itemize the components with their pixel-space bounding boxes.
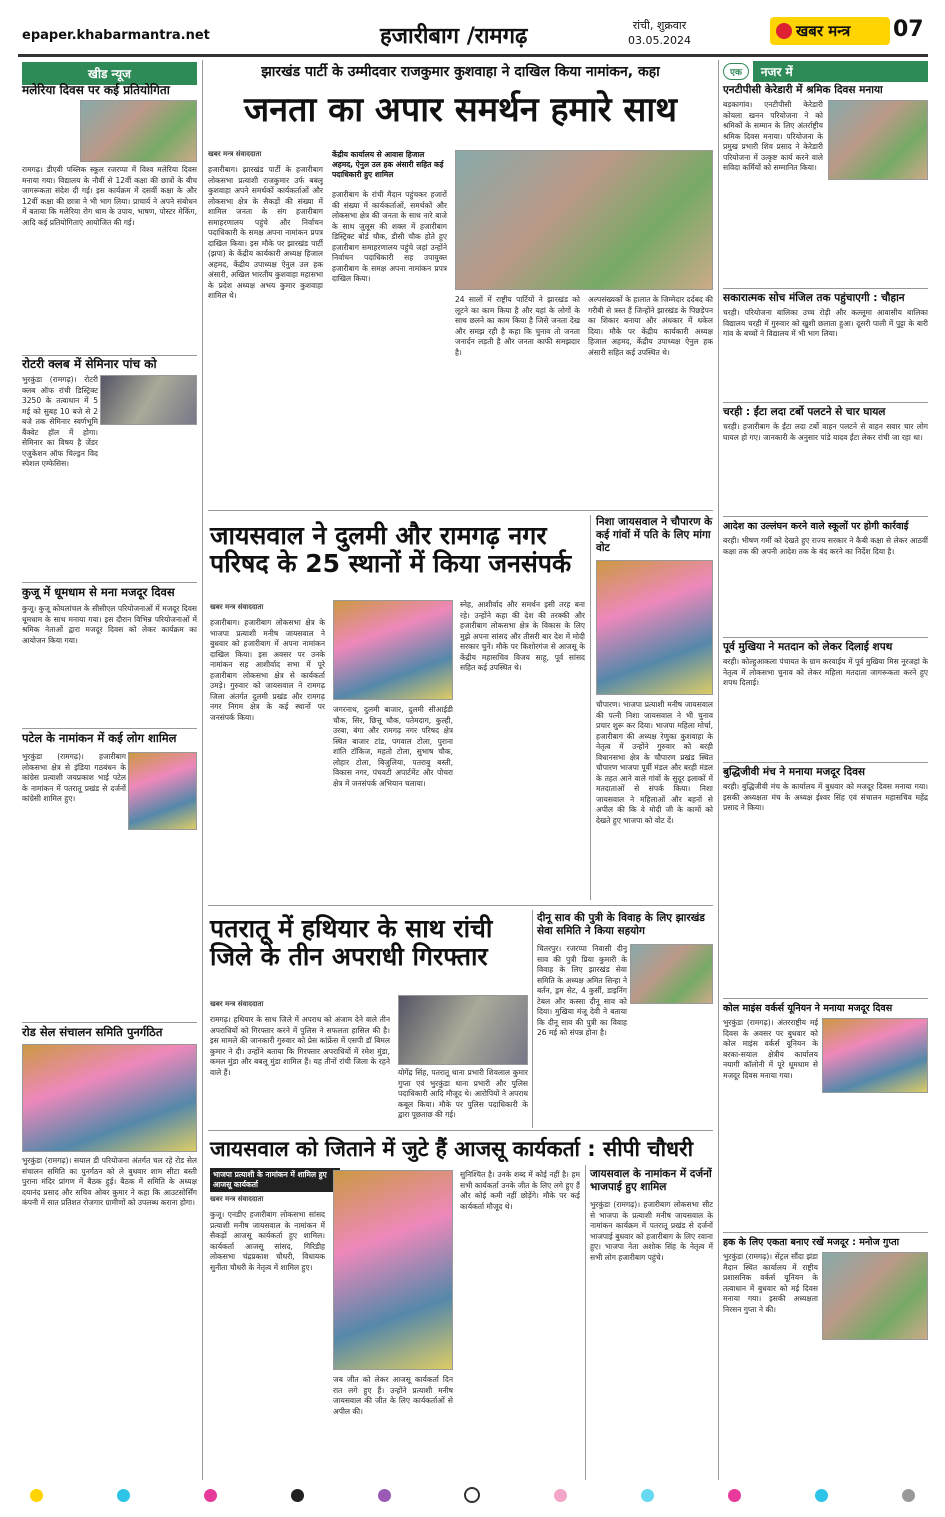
story-roadsale-headline: रोड सेल संचालन समिति पुनर्गठित xyxy=(22,1025,163,1039)
divider xyxy=(723,762,928,763)
story-manoj-body-cont xyxy=(723,1345,928,1480)
divider xyxy=(723,516,928,517)
story-buddhijivi-body: बरही। बुद्धिजीवी मंच के कार्यालय में बुधवार को मजदूर दिवस मनाया गया। इसकी अध्यक्षता मंच के अध्यक्ष ईश्वर सिंह एवं संचालन महासचिव महेंद्र प्रसाद ने किया। xyxy=(723,782,928,812)
story-cp-col2: जब जीत को लेकर आजसू कार्यकर्ता दिन रात लगे हुए हैं। उन्होंने प्रत्याशी मनीष जायसवाल की जीत के लिए कार्यकर्ताओं से अपील की। xyxy=(333,1375,453,1416)
story-rotary-headline: रोटरी क्लब में सेमिनार पांच को xyxy=(22,357,157,371)
divider xyxy=(723,637,928,638)
story-pataratu-byline: खबर मन्त्र संवाददाता xyxy=(210,1000,264,1008)
column-divider xyxy=(532,910,533,1128)
story-chauhan-headline: सकारात्मक सोच मंजिल तक पहुंचाएगी : चौहान xyxy=(723,292,905,304)
divider xyxy=(22,355,197,356)
story-coalunion-body: भुरकुंडा (रामगढ़)। अंतरराष्ट्रीय मई दिवस के अवसर पर बुधवार को कोल माइंस वर्कर्स यूनियन के बरका-सयाल क्षेत्रीय कार्यालय नयागी कॉलोनी में पूरे धूमधाम से मजदूर दिवस मनाया गया। xyxy=(723,1018,818,1080)
story-coalunion-headline: कोल माइंस वर्कर्स यूनियन ने मनाया मजदूर दिवस xyxy=(723,1003,893,1014)
divider xyxy=(208,905,713,906)
divider xyxy=(723,288,928,289)
story-chauhan-body: चरही। परियोजना बालिका उच्च रोड़ी और कल्लूमा आवासीय बालिका विद्यालय चरही में गुरुवार को खुशी छलाता हुआ। दूसरी पाली में पुट्टा के बारी गांव के बच्चों ने विद्यालय में भी भाग लिया। xyxy=(723,308,928,338)
logo-text: खबर मन्त्र xyxy=(796,22,851,40)
color-dot xyxy=(554,1489,567,1502)
story-manoj-body: भुरकुंडा (रामगढ़)। सेंट्रल सौंदा झंडा मैदान स्थित कार्यालय में राष्ट्रीय प्रशासनिक वर्कर्स यूनियन के तत्वाधान में बुधवार को मई दिवस मनाया गया। इसकी अध्यक्षता निरसन गुप्ता ने की। xyxy=(723,1252,818,1314)
story-dinu-photo xyxy=(630,944,713,1004)
divider xyxy=(22,582,197,583)
story-cp-photo xyxy=(333,1170,453,1370)
logo-mark-icon xyxy=(776,23,792,39)
story-pataratu-col2: योगेंद्र सिंह, पतरातू थाना प्रभारी शिवलाल कुमार गुप्ता एवं भुरकुंडा थाना प्रभारी और पुलिस पदाधिकारी आदि मौजूद थे। आरोपियों ने अपराध कबूल किया। मौके पर पुलिस पदाधिकारी के द्वारा पूछताछ की गई। xyxy=(398,1068,528,1119)
story-pataratu-photo xyxy=(398,995,528,1065)
story-malaria-photo xyxy=(80,100,197,162)
color-dot xyxy=(728,1489,741,1502)
story-ntpc-body: बड़कागांव। एनटीपीसी केरेडारी कोयला खनन परियोजना ने को श्रमिकों के सम्मान के लिए अंतर्राष्ट्रीय श्रमिक दिवस मनाया। परियोजना के प्रमुख प्रभारी शिव प्रसाद ने केरेडारी परियोजना में उत्कृष्ट कार्य करने वाले सविदा कर्मियों को सम्मानित किया। xyxy=(723,100,823,172)
story-jaiswal-byline: खबर मन्त्र संवाददाता xyxy=(210,603,264,611)
registration-target-icon xyxy=(464,1487,480,1503)
story-buddhijivi-headline: बुद्धिजीवी मंच ने मनाया मजदूर दिवस xyxy=(723,766,866,778)
story-cp-kicker: भाजपा प्रत्याशी के नामांकन में शामिल हुए आजसू कार्यकर्ता xyxy=(210,1168,340,1192)
story-dargon-headline: जायसवाल के नामांकन में दर्जनों भाजपाई हुए शामिल xyxy=(590,1168,712,1193)
page-number: 07 xyxy=(893,17,924,42)
city-day: रांची, शुक्रवार xyxy=(632,19,687,32)
color-dot xyxy=(117,1489,130,1502)
issue-date: 03.05.2024 xyxy=(628,34,691,47)
dateline xyxy=(628,18,691,48)
story-manoj-headline: हक के लिए एकता बनाए रखें मजदूर : मनोज गुप्ता xyxy=(723,1237,900,1248)
story-pataratu-col1: रामगढ़। हथियार के साथ जिले में अपराध को अंजाम देने वाले तीन अपराधियों को गिरफ्तार करने में पुलिस ने सफलता हासिल की है। इस मामले की जानकारी गुरुवार को प्रेस कांफ्रेंस में एसपी डॉ बिमल कुमार ने दी। उन्होंने बताया कि गिरफ्तार अपराधियों में रमेश मुंडा, कमल मुंडा और बबलू मुंडा शामिल हैं। यह तीनों रांची जिला के रहने वाले हैं। xyxy=(210,1015,390,1077)
top-story-col2-kicker: केंद्रीय कार्यालय से आवास हिजाल अहमद, ऐनुल उल हक अंसारी सहित कई पदाधिकारी हुए शामिल xyxy=(332,150,444,179)
column-divider xyxy=(202,60,203,1480)
top-story-col3: 24 सालों में राष्ट्रीय पार्टियों ने झारखंड को लूटने का काम किया है और यहां के लोगों के साथ छलने का काम किया है जिसे जनता देख और समझ रही है कहा कि चुनाव तो जनता जनार्दन लड़ती है और जनता काफी समझदार है। xyxy=(455,295,580,357)
column-divider xyxy=(590,515,591,900)
color-dot xyxy=(204,1489,217,1502)
divider xyxy=(723,1232,928,1233)
divider xyxy=(723,402,928,403)
story-rotary-body-cont xyxy=(100,428,197,575)
story-patel-body: भुरकुंडा (रामगढ़)। हजारीबाग लोकसभा क्षेत्र से इंडिया गठबंधन के कांग्रेस प्रत्याशी जयप्रकाश भाई पटेल के नामांकन में पतरातू प्रखंड से दर्जनों कांग्रेसी शामिल हुए। xyxy=(22,752,126,803)
story-charhi-body: चरही। हजारीबाग के ईंटा लदा टर्बो वाहन पलटने से वाहन सवार चार लोग घायल हो गए। जानकारी के अनुसार पांडे यादव ईंटा लेकर रांची जा रहा था। xyxy=(723,422,928,442)
story-jaiswal-col1: हजारीबाग। हजारीबाग लोकसभा क्षेत्र के भाजपा प्रत्याशी मनीष जायसवाल ने बुधवार को हजारीबाग में अपना नामांकन दाखिल किया। इस अवसर पर उनके नामांकन सह आशीर्वाद सभा में पूरे हजारीबाग लोकसभा क्षेत्र से कार्यकर्ता उमड़े। गुरुवार को जायसवाल ने रामगढ़ जिला अंतर्गत दुलमी प्रखंड और रामगढ़ नगर निगम क्षेत्र के कई स्थानों पर जनसंपर्क किया। xyxy=(210,618,325,722)
divider xyxy=(723,998,928,999)
story-school-headline: आदेश का उल्लंघन करने वाले स्कूलों पर होगी कार्रवाई xyxy=(723,521,909,532)
registration-marks xyxy=(30,1487,915,1503)
story-cp-col1: कुजू। एनडीए हजारीबाग लोकसभा सांसद प्रत्याशी मनीष जायसवाल के नामांकन में सैकड़ों आजसू कार्यकर्ता हुए शामिल। कार्यकर्ता आजसू सांसद, गिरिडीह लोकसभा चंद्रप्रकाश चौधरी, विधायक सुनीता चौधरी के नेतृत्व में शामिल हुए। xyxy=(210,1210,325,1272)
edition-title: हजारीबाग /रामगढ़ xyxy=(380,24,528,49)
story-school-body: बरही। भीषण गर्मी को देखते हुए राज्य सरकार ने कैबी कक्षा से लेकर आठवीं कक्षा तक की अपनी आदेश तक के बंद करने का निर्देश दिया है। xyxy=(723,536,928,556)
story-malaria-headline: मलेरिया दिवस पर कई प्रतियोगिता xyxy=(22,83,170,97)
story-rotary-body: भुरकुंडा (रामगढ़)। रोटरी क्लब ऑफ रांची डिस्ट्रिक्ट 3250 के तत्वाधान में 5 मई को सुबह 10 बजे से 2 बजे तक सेमिनार स्वर्णभूमि बैंक्वेट हॉल में होगा। सेमिनार का विषय है जेंडर एजुकेशन ऑफ चिल्ड्रन विद स्पेशल एम्फेसिस। xyxy=(22,375,98,468)
header-rule xyxy=(18,54,928,57)
story-coalunion-photo xyxy=(822,1018,928,1093)
divider xyxy=(22,1022,197,1023)
story-dinu-body: चितरपुर। रजरप्पा निवासी दीनू साव की पुत्री प्रिया कुमारी के विवाह के लिए झारखंड सेवा समिति के अध्यक्ष अमित सिन्हा ने बर्तन, ड्रम सेट, 4 कुर्सी, डाइनिंग टेबल और कस्सा दीनू साव को दिया। मुखिया मंजू देवी ने बताया कि दीनू साव की पुत्री का विवाह 26 मई को संपन्न होना है। xyxy=(537,944,627,1037)
story-kuju-headline: कुजू में धूमधाम से मना मजदूर दिवस xyxy=(22,585,175,599)
top-story-col4: अल्पसंख्यकों के हालात के जिम्मेदार दर्दबद की गरीबी से त्रस्त हैं जिन्होंने झारखंड के पिछड़ेपन का शिकार बनाया और अंधकार में धकेल दिया। मौके पर केंद्रीय कार्यकारी अध्यक्ष हिजाल अहमद, केंद्रीय उपाध्यक्ष ऐनुल हक अंसारी सहित कई उपस्थित थे। xyxy=(588,295,713,357)
color-dot xyxy=(815,1489,828,1502)
story-dargon-body: भुरकुंडा (रामगढ़)। हजारीबाग लोकसभा सीट से भाजपा के प्रत्याशी मनीष जायसवाल के नामांकन कार्यक्रम में पतरातू प्रखंड से दर्जनों भाजपाई बुधवार को हजारीबाग के लिए रवाना हुए। भाजपा नेता अशोक सिंह के नेतृत्व में सभी लोग हजारीबाग पहुंचे। xyxy=(590,1200,713,1262)
label-b: नजर में xyxy=(753,61,928,82)
column-divider xyxy=(718,60,719,1480)
story-charhi-headline: चरही : ईंटा लदा टर्बो पलटने से चार घायल xyxy=(723,406,886,418)
story-manoj-photo xyxy=(822,1252,928,1340)
color-dot xyxy=(291,1489,304,1502)
story-coalunion-body-cont xyxy=(723,1120,928,1228)
story-patel-headline: पटेल के नामांकन में कई लोग शामिल xyxy=(22,731,177,745)
story-ntpc-photo xyxy=(828,100,928,180)
left-column-label: खीड न्यूज xyxy=(22,62,197,85)
divider xyxy=(208,510,713,511)
story-dinu-body-cont xyxy=(630,1007,713,1124)
color-dot xyxy=(378,1489,391,1502)
story-jaiswal-col3: स्नेह, आशीर्वाद और समर्थन इसी तरह बना रहे। उन्होंने कहा की देश की तरक्की और हजारीबाग लोकसभा क्षेत्र के विकास के लिए मुझे अपना सांसद और तीसरी बार देश में मोदी सरकार चुनें। मौके पर किशोरगंज से आजसू के केंद्रीय महासचिव विजय साहू, पूर्व सांसद सहित कई उपस्थित थे। xyxy=(460,600,585,672)
story-cp-col3: सुनिश्चित है। उनके शब्द में कोई नहीं है। हम सभी कार्यकर्ता उनके जीत के लिए लगे हुए हैं और कोई कमी नहीं छोड़ेंगे। मौके पर कई कार्यकर्ता मौजूद थे। xyxy=(460,1170,580,1211)
divider xyxy=(22,728,197,729)
story-pataratu-headline: पतरातू में हथियार के साथ रांची जिले के तीन अपराधी गिरफ्तार xyxy=(210,914,493,971)
story-roadsale-photo xyxy=(22,1044,197,1152)
site-url: epaper.khabarmantra.net xyxy=(22,28,210,43)
story-cp-byline: खबर मन्त्र संवाददाता xyxy=(210,1195,264,1203)
top-story-kicker: झारखंड पार्टी के उम्मीदवार राजकुमार कुशवाहा ने दाखिल किया नामांकन, कहा xyxy=(261,64,660,80)
story-patel-photo xyxy=(128,752,197,830)
story-jaiswal-col2: जगरनाथ, दुलमी बाजार, दुलमी सीआईडी चौक, सिर, छित्तू चौक, पतेमदाग, कुल्ही, उरबा, बंगा और रामगढ़ नगर परिषद क्षेत्र स्थित बाजार टांड, पगवाल टोला, पुराना शांति टॉकिज, महतो टोला, सुभाष चौक, लोहार टोला, बिजुलिया, पतराबु बस्ती, विकास नगर, पंचवटी अपार्टमेंट और पोचरा क्षेत्र में जनसंपर्क अभियान चलाया। xyxy=(333,705,453,788)
story-ntpc-headline: एनटीपीसी केरेडारी में श्रमिक दिवस मनाया xyxy=(723,84,883,96)
top-story-byline: खबर मन्त्र संवाददाता xyxy=(208,150,262,158)
right-column-label xyxy=(723,62,928,80)
story-nisha-photo xyxy=(596,560,713,695)
column-divider xyxy=(585,1165,586,1480)
story-malaria-body: रामगढ़। डीएवी पब्लिक स्कूल रजरप्पा में विश्व मलेरिया दिवस मनाया गया। विद्यालय के नौवीं से 12वीं कक्षा की छात्रों के बीच जागरूकता संदेश दी गई। इस कार्यक्रम में दसवीं कक्षा के और 12वीं कक्षा की छात्रा ने भी भाग लिया। प्राचार्य ने अपने संबोधन में बताया कि मलेरिया रोग थाम के उपाय, भाषण, पोस्टर मेकिंग, आदि कई प्रतियोगिताएं आयोजित की गई। xyxy=(22,165,197,227)
story-dinu-headline: दीनू साव की पुत्री के विवाह के लिए झारखंड सेवा समिति ने किया सहयोग xyxy=(537,912,705,937)
story-kuju-body: कुजू। कुजू कोयलांचल के सीसीएल परियोजनाओं में मजदूर दिवस धूमधाम के साथ मनाया गया। इस दौरान विभिन्न परियोजनाओं में श्रमिक नेताओं द्वारा मजदूर दिवस को लेकर कार्यक्रम का आयोजन किया गया। xyxy=(22,604,197,645)
story-rotary-photo xyxy=(100,375,197,425)
brand-logo xyxy=(770,17,890,45)
story-roadsale-body: भुरकुंडा (रामगढ़)। सयाल डी परियोजना अंतर्गत चल रहे रोड सेल संचालन समिति का पुनर्गठन को ले बुधवार शाम सीटा बस्ती पुराना मंदिर प्रांगण में बैठक हुई। बैठक में समिति के अध्यक्ष दयानंद प्रसाद और सचिव ओबर कुमार ने कहा कि आउटसोर्सिंग कंपनी में सात प्रतिशत रोजगार ग्रामीणों को उपलब्ध कराना होगा। xyxy=(22,1156,197,1207)
label-a: एक xyxy=(723,63,749,80)
top-story-col1: हजारीबाग। झारखंड पार्टी के हजारीबाग लोकसभा प्रत्याशी राजकुमार उर्फ बबलू कुशवाहा अपने समर्थकों कार्यकर्ताओं और लोकसभा क्षेत्र के सैकड़ों की संख्या में शामिल जनता के संग हजारीबाग समाहरणालय पहुंचे और निर्वाचन पदाधिकारी के समक्ष अपना नामांकन प्रपत्र दाखिल किया। इस मौके पर झारखंड पार्टी (झपा) के केंद्रीय कार्यकारी अध्यक्ष हिजाल अहमद, केंद्रीय उपाध्यक्ष ऐनुल उल हक अंसारी, अखिल भारतीय कुशवाहा महासभा के प्रदेश अध्यक्ष अभय कुमार कुशवाहा शामिल थे। xyxy=(208,165,323,300)
top-story-headline: जनता का अपार समर्थन हमारे साथ xyxy=(244,90,677,130)
top-story-photo xyxy=(455,150,713,290)
story-shapath-body: बरही। कोल्हुआकला पंचायत के ग्राम करवाईय में पूर्व मुखिया मिस नूरजहां के नेतृत्व में लोकसभा चुनाव को लेकर महिला मतदाता जागरूकता करने हुए शपथ दिलाई। xyxy=(723,657,928,687)
story-nisha-body: चौपारण। भाजपा प्रत्याशी मनीष जायसवाल की पत्नी निशा जायसवाल ने भी चुनाव प्रचार शुरू कर दिया। भाजपा महिला मोर्चा, हजारीबाग की अध्यक्ष रेणुका कुशवाहा के नेतृत्व में उन्होंने गुरुवार को बरही विधानसभा क्षेत्र के चौपारण प्रखंड स्थित चौपारण भाजपा पूर्वी मंडल और बरही मंडल के तहत आने वाले गांवों के सुदूर इलाकों में मतदाताओं से संपर्क किया। निशा जायसवाल ने महिलाओं और बहनों से अपील की कि वे मोदी जी के कामों को देखते हुए भाजपा को वोट दें। xyxy=(596,700,713,825)
story-cp-headline: जायसवाल को जिताने में जुटे हैं आजसू कार्यकर्ता : सीपी चौधरी xyxy=(210,1137,694,1161)
story-ntpc-body-cont xyxy=(828,185,928,280)
story-malaria-lead xyxy=(22,100,78,162)
story-jaiswal-photo xyxy=(333,600,453,700)
color-dot xyxy=(30,1489,43,1502)
color-dot xyxy=(641,1489,654,1502)
color-dot xyxy=(902,1489,915,1502)
top-story-col2: हजारीबाग के रांची मैदान पहुंचकर हजारों की संख्या में कार्यकर्ताओं, समर्थकों और लोकसभा क्षेत्र की जनता के साथ नारे बाजे के साथ जुलूस की शक्ल में हजारीबाग डिस्ट्रिक्ट बोर्ड चौक, डीसी चौक होते हुए हजारीबाग समाहरणालय पहुंचे जहां उन्होंने निर्वाचन पदाधिकारी सह उपायुक्त हजारीबाग के समक्ष अपना नामांकन प्रपत्र दाखिल किया। xyxy=(332,190,447,283)
story-nisha-headline: निशा जायसवाल ने चौपारण के कई गांवों में पति के लिए मांगा वोट xyxy=(596,516,713,554)
story-shapath-headline: पूर्व मुखिया ने मतदान को लेकर दिलाई शपथ xyxy=(723,641,893,653)
story-jaiswal-headline: जायसवाल ने दुलमी और रामगढ़ नगर परिषद के 25 स्थानों में किया जनसंपर्क xyxy=(210,521,572,578)
divider xyxy=(208,1130,713,1131)
